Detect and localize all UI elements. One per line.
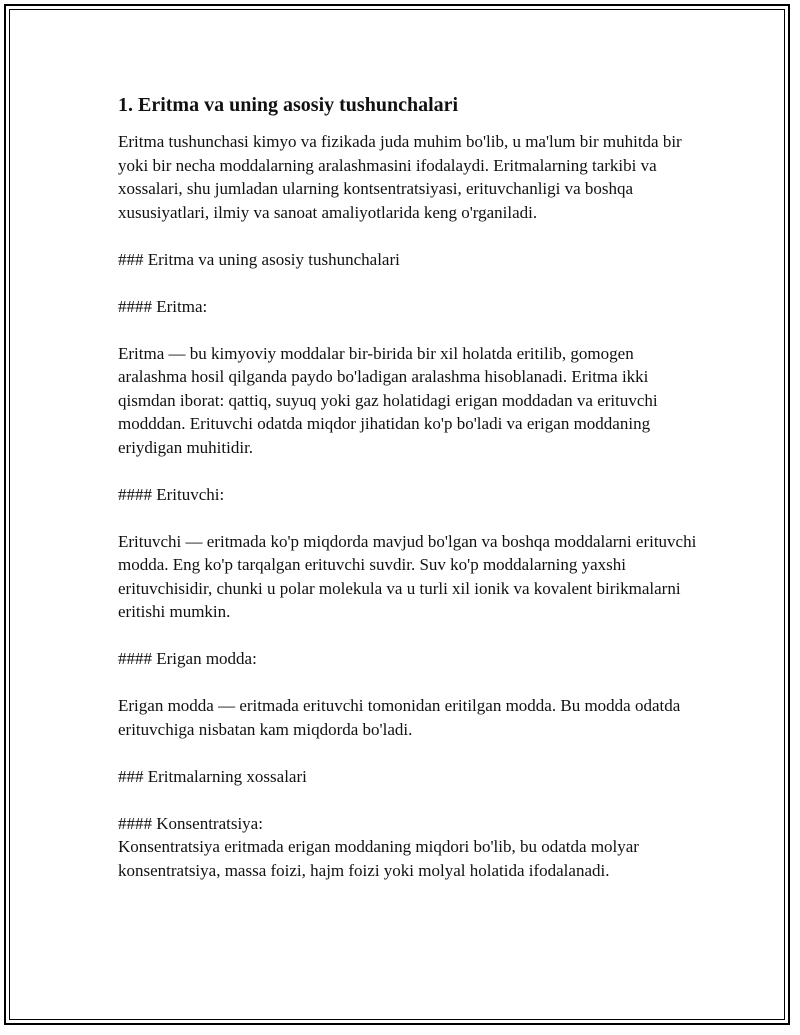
section-heading: ### Eritma va uning asosiy tushunchalari <box>118 249 400 269</box>
intro-paragraph: Eritma tushunchasi kimyo va fizikada juda muhim bo'lib, u ma'lum bir muhitda bir yoki bir necha moddalarning aralashmasini ifodalaydi. Eritmalarning tarkibi va xossalari, shu jumladan ularning kontsentratsiyasi, erituvchanligi va boshqa xususiyatlari, ilmiy va sanoat amaliyotlarida keng o'rganiladi. <box>118 132 682 222</box>
spacer <box>118 741 698 765</box>
subsection-heading-erituvchi: #### Erituvchi: <box>118 484 225 504</box>
spacer <box>118 318 698 342</box>
spacer <box>118 271 698 295</box>
document-body <box>118 92 698 882</box>
spacer <box>118 788 698 812</box>
spacer <box>118 459 698 483</box>
subsection-heading-eritma: #### Eritma: <box>118 296 208 316</box>
subsection-heading-erigan-modda: #### Erigan modda: <box>118 649 257 668</box>
document-title: 1. Eritma va uning asosiy tushunchalari <box>118 94 459 116</box>
spacer <box>118 506 698 530</box>
spacer <box>118 671 698 695</box>
section-heading-xossalari: ### Eritmalarning xossalari <box>118 766 307 786</box>
paragraph-eritma: Eritma — bu kimyoviy moddalar bir-birida bir xil holatda eritilib, gomogen aralashma hosil qilganda paydo bo'ladigan aralashma hisoblanadi. Eritma ikki qismdan iborat: qattiq, suyuq yoki gaz holatidagi erigan moddadan va erituvchi modddan. Erituvchi odatda miqdor jihatidan ko'p bo'ladi va erigan moddaning eriydigan muhitidir. <box>118 343 658 457</box>
paragraph-konsentratsiya: Konsentratsiya eritmada erigan moddaning miqdori bo'lib, bu odatda molyar konsentratsiya, massa foizi, hajm foizi yoki molyal holatida ifodalanadi. <box>118 837 639 880</box>
paragraph-erigan-modda: Erigan modda — eritmada erituvchi tomonidan eritilgan modda. Bu modda odatda erituvchiga nisbatan kam miqdorda bo'ladi. <box>118 696 681 739</box>
spacer <box>118 624 698 648</box>
paragraph-erituvchi: Erituvchi — eritmada ko'p miqdorda mavjud bo'lgan va boshqa moddalarni erituvchi modda. Eng ko'p tarqalgan erituvchi suvdir. Suv ko'p moddalarning yaxshi erituvchisidir, chunki u polar molekula va u turli xil ionik va kovalent birikmalarni eritishi mumkin. <box>118 531 697 621</box>
subsection-heading-konsentratsiya: #### Konsentratsiya: <box>118 813 263 833</box>
spacer <box>118 224 698 248</box>
